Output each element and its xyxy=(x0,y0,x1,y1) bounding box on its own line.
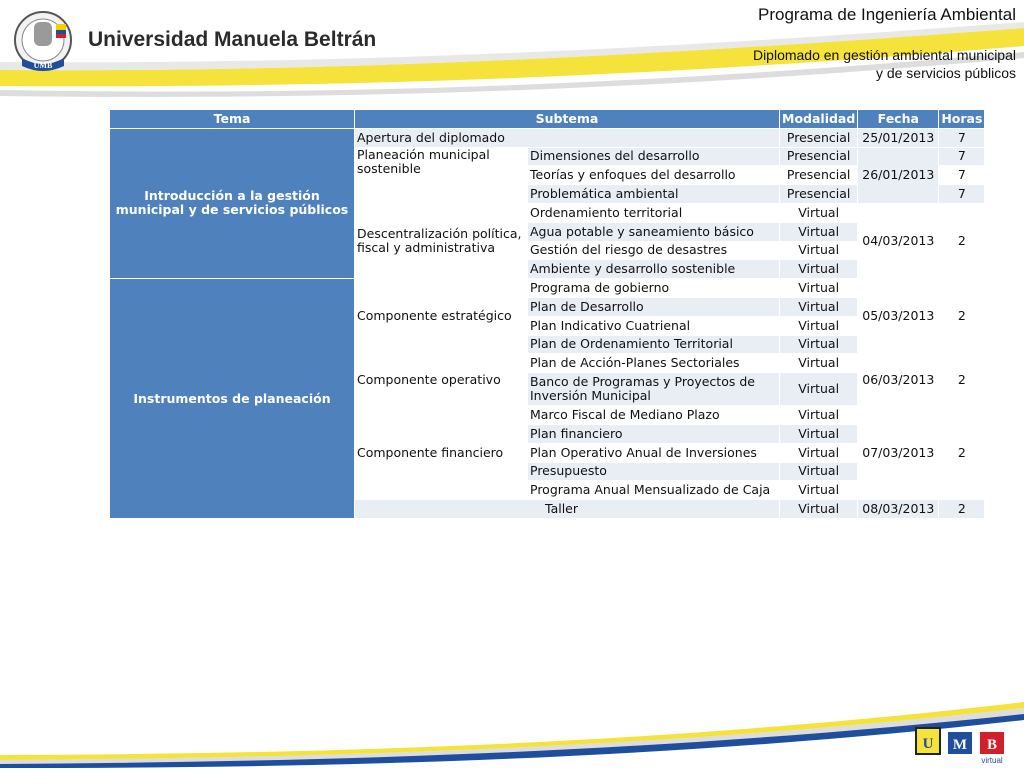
item-cell: Marco Fiscal de Mediano Plazo xyxy=(528,406,780,425)
fecha-cell: 06/03/2013 xyxy=(858,354,939,406)
logo-seal-text: UMB xyxy=(33,61,53,70)
subtema-cell: Componente estratégico xyxy=(355,279,528,354)
fecha-cell: 08/03/2013 xyxy=(858,500,939,519)
fecha-cell: 25/01/2013 xyxy=(858,128,939,147)
taller-cell: Taller xyxy=(355,500,780,519)
horas-cell: 2 xyxy=(939,500,985,519)
logo-letter-u: U xyxy=(922,736,934,752)
modalidad-cell: Virtual xyxy=(780,500,858,519)
modalidad-cell: Virtual xyxy=(780,335,858,354)
fecha-cell: 07/03/2013 xyxy=(858,406,939,500)
item-cell: Presupuesto xyxy=(528,462,780,481)
umb-seal-logo xyxy=(12,10,74,76)
item-cell: Teorías y enfoques del desarrollo xyxy=(528,166,780,185)
horas-cell: 2 xyxy=(939,279,985,354)
item-cell: Dimensiones del desarrollo xyxy=(528,147,780,166)
horas-cell: 7 xyxy=(939,147,985,166)
modalidad-cell: Virtual xyxy=(780,260,858,279)
horas-cell: 2 xyxy=(939,406,985,500)
modalidad-cell: Virtual xyxy=(780,354,858,373)
horas-cell: 2 xyxy=(939,354,985,406)
modalidad-cell: Presencial xyxy=(780,166,858,185)
modalidad-cell: Virtual xyxy=(780,241,858,260)
modalidad-cell: Presencial xyxy=(780,147,858,166)
logo-caption: virtual xyxy=(981,756,1003,764)
item-cell: Plan financiero xyxy=(528,424,780,443)
header-subtema: Subtema xyxy=(355,110,780,129)
table-row xyxy=(110,128,985,147)
subtitle xyxy=(753,46,1016,82)
modalidad-cell: Presencial xyxy=(780,128,858,147)
modalidad-cell: Virtual xyxy=(780,373,858,406)
modalidad-cell: Virtual xyxy=(780,316,858,335)
umb-virtual-logo xyxy=(914,724,1010,764)
fecha-cell: 04/03/2013 xyxy=(858,203,939,278)
modalidad-cell: Virtual xyxy=(780,462,858,481)
subtitle-line-1: Diplomado en gestión ambiental municipal xyxy=(752,47,1016,63)
subtema-cell: Descentralización política, fiscal y administrativa xyxy=(355,203,528,278)
table-row xyxy=(110,279,985,298)
horas-cell: 7 xyxy=(939,185,985,204)
fecha-cell: 05/03/2013 xyxy=(858,279,939,354)
header-fecha: Fecha xyxy=(858,110,939,129)
subtema-cell: Componente operativo xyxy=(355,354,528,406)
item-cell: Agua potable y saneamiento básico xyxy=(528,222,780,241)
logo-letter-b: B xyxy=(986,737,998,753)
subtema-cell: Apertura del diplomado xyxy=(355,128,780,147)
modalidad-cell: Virtual xyxy=(780,222,858,241)
subtema-cell: Planeación municipal sostenible xyxy=(355,147,528,203)
item-cell: Plan de Desarrollo xyxy=(528,297,780,316)
item-cell: Gestión del riesgo de desastres xyxy=(528,241,780,260)
modalidad-cell: Presencial xyxy=(780,185,858,204)
header-modalidad: Modalidad xyxy=(780,110,858,129)
header-tema: Tema xyxy=(110,110,355,129)
item-cell: Banco de Programas y Proyectos de Inversión Municipal xyxy=(528,373,780,406)
modalidad-cell: Virtual xyxy=(780,424,858,443)
modalidad-cell: Virtual xyxy=(780,279,858,298)
item-cell: Programa de gobierno xyxy=(528,279,780,298)
item-cell: Plan Indicativo Cuatrienal xyxy=(528,316,780,335)
subtema-cell: Componente financiero xyxy=(355,406,528,500)
tema-cell: Instrumentos de planeación xyxy=(110,279,355,519)
tema-cell: Introducción a la gestión municipal y de servicios públicos xyxy=(110,128,355,278)
item-cell: Plan Operativo Anual de Inversiones xyxy=(528,443,780,462)
modalidad-cell: Virtual xyxy=(780,406,858,425)
university-name: Universidad Manuela Beltrán xyxy=(88,28,377,51)
item-cell: Problemática ambiental xyxy=(528,185,780,204)
horas-cell: 7 xyxy=(939,128,985,147)
horas-cell: 2 xyxy=(939,203,985,278)
subtitle-line-2: y de servicios públicos xyxy=(875,65,1016,81)
item-cell: Plan de Acción-Planes Sectoriales xyxy=(528,354,780,373)
modalidad-cell: Virtual xyxy=(780,203,858,222)
footer-swoosh xyxy=(0,700,1024,768)
fecha-cell: 26/01/2013 xyxy=(858,147,939,203)
modalidad-cell: Virtual xyxy=(780,297,858,316)
schedule-table xyxy=(109,109,985,519)
modalidad-cell: Virtual xyxy=(780,481,858,500)
item-cell: Ambiente y desarrollo sostenible xyxy=(528,260,780,279)
table-header-row xyxy=(110,110,985,129)
item-cell: Plan de Ordenamiento Territorial xyxy=(528,335,780,354)
horas-cell: 7 xyxy=(939,166,985,185)
item-cell: Programa Anual Mensualizado de Caja xyxy=(528,481,780,500)
modalidad-cell: Virtual xyxy=(780,443,858,462)
item-cell: Ordenamiento territorial xyxy=(528,203,780,222)
program-title: Programa de Ingeniería Ambiental xyxy=(758,5,1016,24)
logo-letter-m: M xyxy=(952,737,968,753)
header-horas: Horas xyxy=(939,110,985,129)
